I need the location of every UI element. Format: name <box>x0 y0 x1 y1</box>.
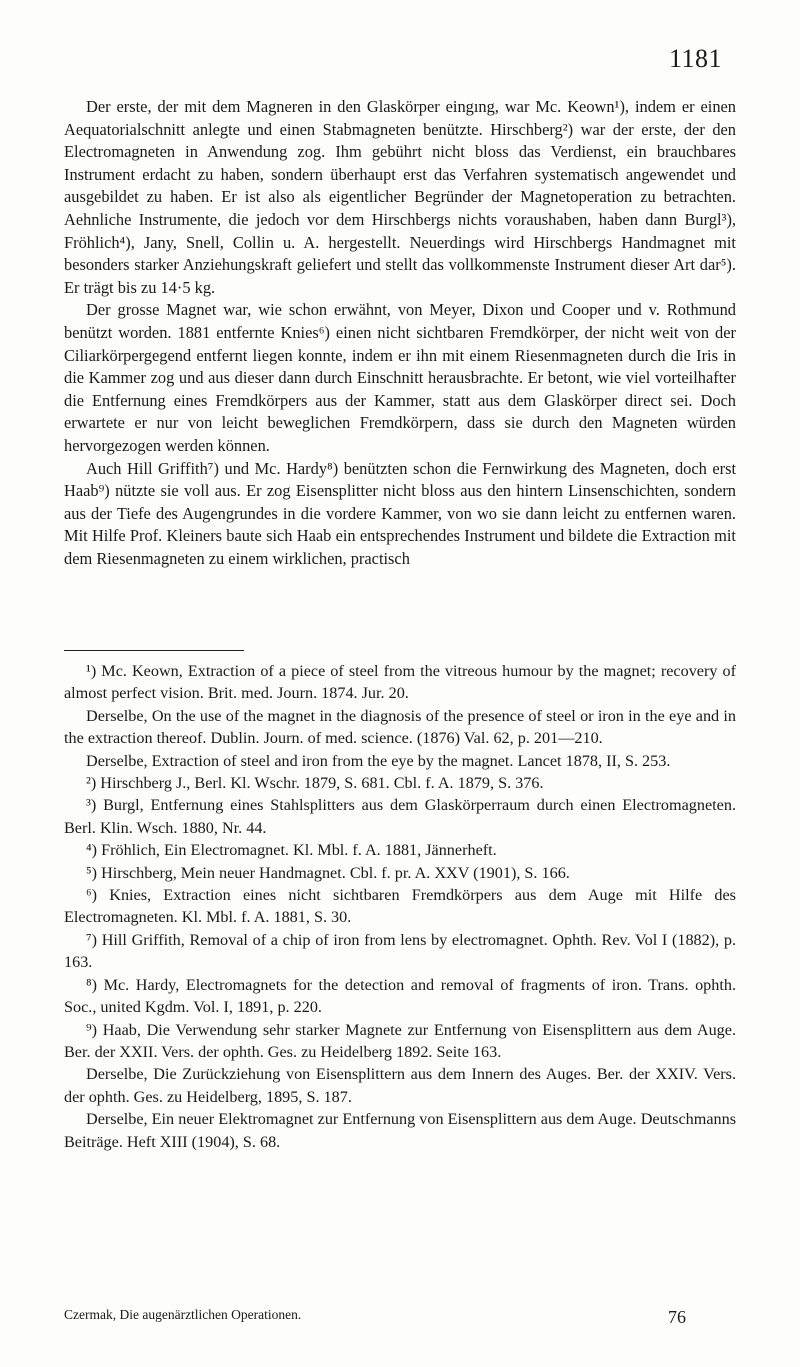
paragraph: Der erste, der mit dem Magneren in den Glaskörper eingıng, war Mc. Keown¹), indem er einen Aequatorialschnitt anlegte und einen Stabmagneten benützte. Hirschberg²) war der erste, der den Electromagneten in Anwendung zog. Ihm gebührt nicht bloss das Verdienst, ein brauchbares Instrument erdacht zu haben, sondern überhaupt erst das Verfahren systematisch angewendet und ausgebildet zu haben. Er ist also als eigentlicher Begründer der Magnetoperation zu betrachten. Aehnliche Instrumente, die jedoch vor dem Hirschbergs nichts voraushaben, haben dann Burgl³), Fröhlich⁴), Jany, Snell, Collin u. A. hergestellt. Neuerdings wird Hirschbergs Handmagnet mit besonders starker Anziehungskraft geliefert und stellt das vollkommenste Instrument dieser Art dar⁵). Er trägt bis zu 14·5 kg. <box>64 97 736 297</box>
paragraph: Auch Hill Griffith⁷) und Mc. Hardy⁸) benützten schon die Fernwirkung des Magneten, doch erst Haab⁹) nützte sie voll aus. Er zog Eisensplitter nicht bloss aus den hintern Linsenschichten, sondern aus der Tiefe des Augengrundes in die vordere Kammer, von wo sie dann leicht zu entfernen waren. Mit Hilfe Prof. Kleiners baute sich Haab ein entsprechendes Instrument und bildete die Extraction mit dem Riesenmagneten zu einem wirklichen, practisch <box>64 458 736 568</box>
footnote: ⁸) Mc. Hardy, Electromagnets for the detection and removal of fragments of iron. Trans. ophth. Soc., united Kgdm. Vol. I, 1891, p. 220. <box>64 975 736 1017</box>
page-footer <box>64 1307 736 1328</box>
footnote: ²) Hirschberg J., Berl. Kl. Wschr. 1879, S. 681. Cbl. f. A. 1879, S. 376. <box>86 774 544 793</box>
footnote: ⁷) Hill Griffith, Removal of a chip of iron from lens by electromagnet. Ophth. Rev. Vol I (1882), p. 163. <box>64 930 736 972</box>
footnote: Derselbe, Extraction of steel and iron from the eye by the magnet. Lancet 1878, II, S. 253. <box>86 751 671 770</box>
footnote: Derselbe, Ein neuer Elektromagnet zur Entfernung von Eisensplittern aus dem Auge. Deutschmanns Beiträge. Heft XIII (1904), S. 68. <box>64 1110 736 1151</box>
footnote: Derselbe, Die Zurückziehung von Eisensplittern aus dem Innern des Auges. Ber. der XXIV. Vers. der ophth. Ges. zu Heidelberg, 1895, S. 187. <box>64 1065 736 1106</box>
footnote: ⁹) Haab, Die Verwendung sehr starker Magnete zur Entfernung von Eisensplittern aus dem Auge. Ber. der XXII. Vers. der ophth. Ges. zu Heidelberg 1892. Seite 163. <box>64 1020 736 1061</box>
footnotes <box>64 660 736 1153</box>
footnote: Derselbe, On the use of the magnet in the diagnosis of the presence of steel or iron in the eye and in the extraction thereof. Dublin. Journ. of med. science. (1876) Val. 62, p. 201—210. <box>64 706 736 748</box>
book-reference: Czermak, Die augenärztlichen Operationen. <box>64 1307 302 1322</box>
footnote: ³) Burgl, Entfernung eines Stahlsplitters aus dem Glaskörperraum durch einen Electromagneten. Berl. Klin. Wsch. 1880, Nr. 44. <box>64 796 736 837</box>
paragraph: Der grosse Magnet war, wie schon erwähnt, von Meyer, Dixon und Cooper und v. Rothmund benützt worden. 1881 entfernte Knies⁶) einen nicht sichtbaren Fremdkörper, der nicht weit von der Ciliarkörpergegend entfernt liegen konnte, indem er ihn mit einem Riesenmagneten durch die Iris in die Kammer zog und aus dieser dann durch Einschnitt herausbrachte. Er betont, wie viel vorteilhafter die Entfernung eines Fremdkörpers aus der Kammer, statt aus dem Glaskörper direct sei. Doch erwartete er nur von leicht beweglichen Fremdkörpern, dass sie durch den Magneten würden hervorgezogen werden können. <box>64 300 736 455</box>
main-text <box>64 96 736 570</box>
footnote: ⁴) Fröhlich, Ein Electromagnet. Kl. Mbl. f. A. 1881, Jännerheft. <box>86 841 497 860</box>
page-number: 1181 <box>668 44 722 73</box>
signature-mark: 76 <box>668 1307 686 1327</box>
footnote: ¹) Mc. Keown, Extraction of a piece of steel from the vitreous humour by the magnet; recovery of almost perfect vision. Brit. med. Journ. 1874. Jur. 20. <box>64 662 736 703</box>
footnote: ⁶) Knies, Extraction eines nicht sichtbaren Fremdkörpers aus dem Auge mit Hilfe des Electromagneten. Kl. Mbl. f. A. 1881, S. 30. <box>64 886 736 927</box>
footnote: ⁵) Hirschberg, Mein neuer Handmagnet. Cbl. f. pr. A. XXV (1901), S. 166. <box>86 863 570 882</box>
footnote-divider <box>64 650 244 651</box>
